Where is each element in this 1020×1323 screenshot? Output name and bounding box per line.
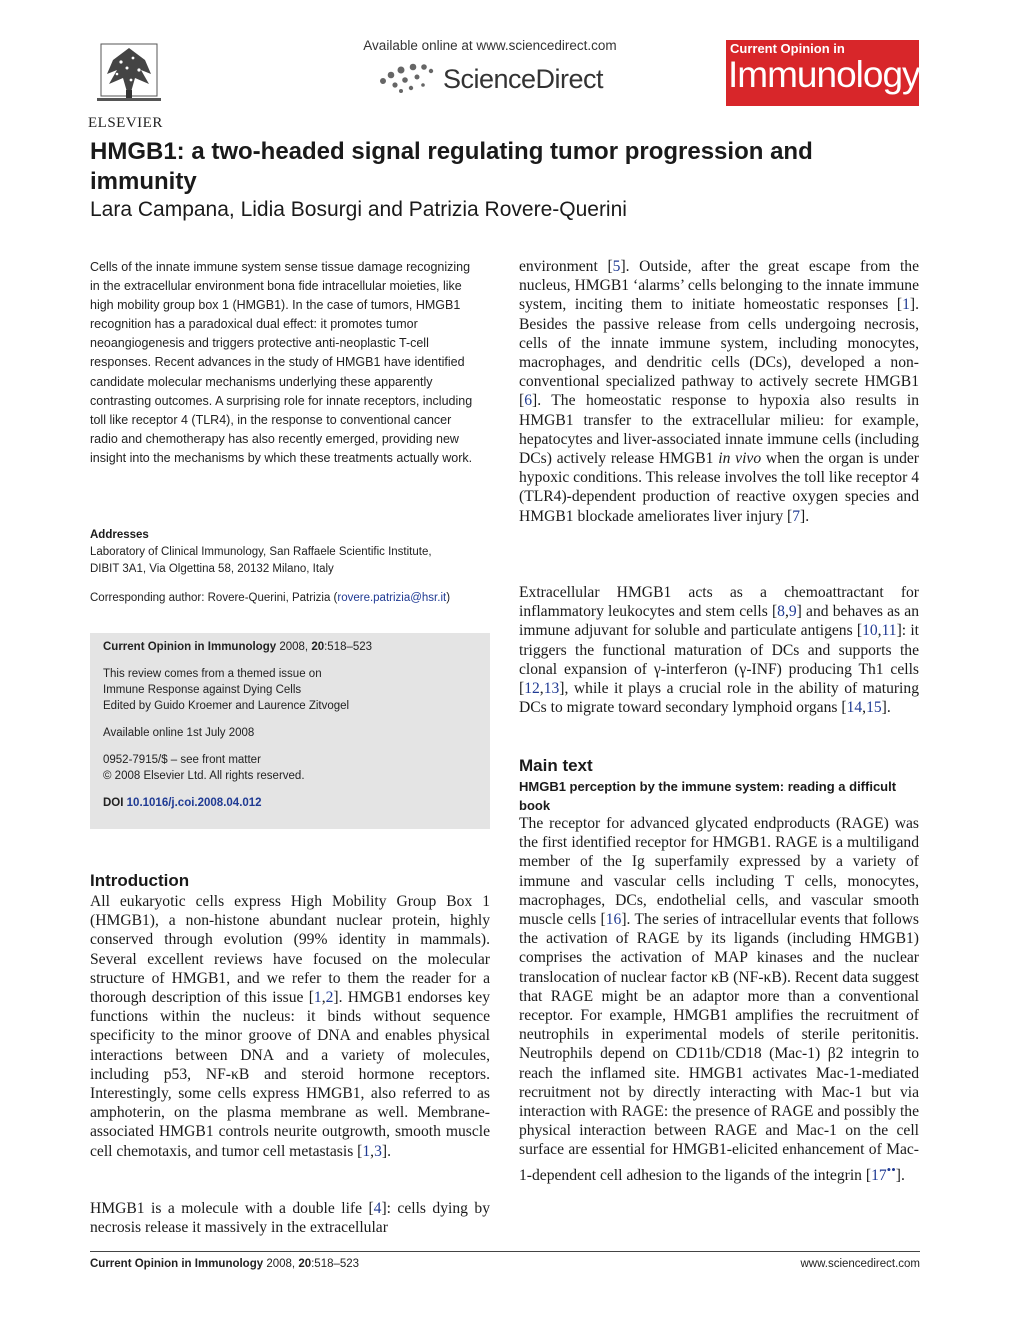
doi-line [103, 795, 490, 811]
introduction-heading: Introduction [90, 871, 190, 890]
elsevier-wordmark: ELSEVIER [88, 115, 163, 131]
citation-link[interactable]: 5 [612, 258, 621, 275]
citation-link[interactable]: 11 [881, 622, 897, 640]
citation-link[interactable]: 17•• [871, 1161, 896, 1184]
email-link[interactable]: rovere.patrizia@hsr.it [337, 592, 447, 604]
article-title: HMGB1: a two-headed signal regulating tumor progression and immunity [90, 138, 813, 195]
subsection-heading: HMGB1 perception by the immune system: reading a difficult book [519, 779, 897, 813]
corresponding-end: ) [446, 592, 451, 604]
corresponding-author [90, 592, 490, 604]
addresses-text [90, 544, 490, 577]
sciencedirect-header [340, 38, 640, 97]
journal-logo-top: Current Opinion in [730, 41, 845, 56]
citation-link[interactable]: 12 [524, 680, 540, 698]
citation-link[interactable]: 3 [374, 1142, 382, 1160]
infobox-pages: :518–523 [324, 641, 373, 653]
right-paragraph-3: The receptor for advanced glycated endproducts (RAGE) was the first identified receptor for HMGB1. RAGE is a multiligand member of the Ig superfamily expressed by a variety of immune and vascular cells including T cells, monocytes, macrophages, DCs, endothelial cells, and vascular smooth muscle cells [16]. The series of intracellular events that follows the activation of RAGE by its ligands (including HMGB1) comprises the activation of MAP kinases and the nuclear translocation of nuclear factor κB (NF-κB). Recent data suggest that RAGE might be an adaptor more than a conventional receptor. For example, HMGB1 amplifies the recruitment of neutrophils in experimental models of sterile peritonitis. Neutrophils depend on CD11b/CD18 (Mac-1) β2 integrin to reach the inflamed site. HMGB1 activates Mac-1-mediated recruitment not by directly interacting with Mac-1 but via interaction with RAGE: the presence of RAGE and possibly the physical interaction between RAGE and Mac-1 on the cell surface are essential for HMGB1-elicited enhancement of Mac-1-dependent cell adhesion to the ligands of the integrin [17••]. [519, 815, 919, 1184]
sciencedirect-dots-icon [377, 61, 435, 97]
address-line: Laboratory of Clinical Immunology, San Raffaele Scientific Institute, [90, 546, 432, 558]
citation-link[interactable]: 10 [862, 622, 878, 640]
citation-link[interactable]: 9 [788, 603, 797, 621]
citation-link[interactable]: 2 [325, 989, 334, 1007]
addresses-heading: Addresses [90, 529, 149, 541]
doi-link[interactable]: 10.1016/j.coi.2008.04.012 [126, 797, 262, 809]
editors-line: Edited by Guido Kroemer and Laurence Zitvogel [103, 700, 350, 712]
citation-link[interactable]: 4 [373, 1200, 382, 1217]
available-online-text: Available online at www.sciencedirect.com [363, 38, 617, 53]
themed-issue-line: This review comes from a themed issue on [103, 668, 322, 680]
copyright-line: © 2008 Elsevier Ltd. All rights reserved. [103, 770, 305, 782]
footer-url[interactable]: www.sciencedirect.com [800, 1258, 920, 1270]
main-text-heading: Main text [519, 756, 593, 775]
article-authors: Lara Campana, Lidia Bosurgi and Patrizia Rovere-Querini [90, 198, 627, 221]
footer-volume: 20 [298, 1258, 312, 1270]
citation-link[interactable]: 14 [846, 699, 863, 717]
citation-link[interactable]: 1 [313, 989, 322, 1007]
citation-link[interactable]: 16 [605, 911, 622, 929]
article-info-box [90, 633, 490, 829]
journal-logo [726, 40, 919, 106]
citation-link[interactable]: 6 [524, 392, 532, 410]
infobox-volume: 20 [311, 641, 325, 653]
citation-link[interactable]: 15 [866, 699, 882, 717]
sciencedirect-logo [340, 61, 640, 97]
right-paragraph-1: environment [5]. Outside, after the great escape from the nucleus, HMGB1 ‘alarms’ cells belonging to the innate immune system, inciting them to initiate homeostatic responses [1]. Besides the passive release from cells undergoing necrosis, cells of the innate immune system, including monocytes, macrophages, and dendritic cells (DCs), developed a non-conventional specialized pathway to actively secrete HMGB1 [6]. The homeostatic response to hypoxia also results in HMGB1 transfer to the extracellular milieu: for example, hepatocytes and liver-associated innate immune cells (including DCs) actively release HMGB1 in vivo when the organ is under hypoxic conditions. This release involves the toll like receptor 4 (TLR4)-dependent production of reactive oxygen species and HMGB1 blockade ameliorates liver injury [7]. [519, 258, 920, 525]
infobox-journal: Current Opinion in Immunology [103, 641, 277, 653]
citation-link[interactable]: 13 [543, 680, 560, 698]
issn-line: 0952-7915/$ – see front matter [103, 754, 261, 766]
themed-issue-title: Immune Response against Dying Cells [103, 684, 302, 696]
intro-paragraph-2: HMGB1 is a molecule with a double life [4]: cells dying by necrosis release it massively in the extracellular [90, 1200, 490, 1237]
citation-link[interactable]: 8 [777, 603, 785, 621]
right-paragraph-2: Extracellular HMGB1 acts as a chemoattractant for inflammatory leukocytes and stem cells [8,9] and behaves as an immune adjuvant for soluble and particulate antigens [10,11]: it triggers the functional maturation of DCs and supports the clonal expansion of γ-interferon (γ-INF) producing Th1 cells [12,13], while it plays a crucial role in the ability of maturing DCs to migrate toward secondary lymphoid organs [14,15]. [519, 584, 920, 717]
citation-link[interactable]: 1 [902, 296, 910, 314]
footer-citation [90, 1258, 359, 1270]
elsevier-tree-icon [93, 40, 165, 108]
footer-rule [90, 1251, 920, 1252]
footer-year: 2008, [263, 1258, 299, 1270]
corresponding-label: Corresponding author: Rovere-Querini, Patrizia ( [90, 592, 338, 604]
doi-label: DOI [103, 797, 124, 809]
citation-link[interactable]: 7 [792, 507, 801, 525]
intro-paragraph-1: All eukaryotic cells express High Mobility Group Box 1 (HMGB1), a non-histone abundant nuclear protein, highly conserved through evolution (99% identity in mammals). Several excellent reviews have focused on the molecular structure of HMGB1, and we refer to them the reader for a thorough description of this issue [1,2]. HMGB1 endorses key functions within the nucleus: it binds without sequence specificity to the minor groove of DNA and enables physical interactions between DNA and a variety of molecules, including p53, NF-κB and steroid hormone receptors. Interestingly, some cells express HMGB1, also referred to as amphoterin, on the plasma membrane as well. Membrane-associated HMGB1 controls neurite outgrowth, smooth muscle cell chemotaxis, and tumor cell metastasis [1,3]. [90, 893, 490, 1160]
abstract: Cells of the innate immune system sense tissue damage recognizing in the extracellular environment bona fide intracellular moieties, like high mobility group box 1 (HMGB1). In the case of tumors, HMGB1 recognition has a paradoxical dual effect: it promotes tumor neoangiogenesis and triggers protective anti-neoplastic T-cell responses. Recent advances in the study of HMGB1 have identified candidate molecular mechanisms underlying these apparently contrasting outcomes. A surprising role for innate receptors, including toll like receptor 4 (TLR4), in the response to conventional cancer radio and chemotherapy has also recently emerged, providing new insight into the mechanisms by which these treatments actually work. [90, 260, 473, 465]
journal-logo-main: Immunology [728, 54, 920, 95]
available-online-date: Available online 1st July 2008 [103, 727, 255, 739]
sciencedirect-wordmark: ScienceDirect [442, 63, 604, 94]
infobox-citation [103, 639, 490, 655]
address-line: DIBIT 3A1, Via Olgettina 58, 20132 Milano, Italy [90, 562, 334, 575]
elsevier-logo [88, 40, 170, 130]
footer-journal: Current Opinion in Immunology [90, 1258, 264, 1270]
footer-pages: :518–523 [311, 1258, 360, 1270]
infobox-year: 2008, [276, 641, 312, 653]
citation-link[interactable]: 1 [362, 1142, 371, 1160]
